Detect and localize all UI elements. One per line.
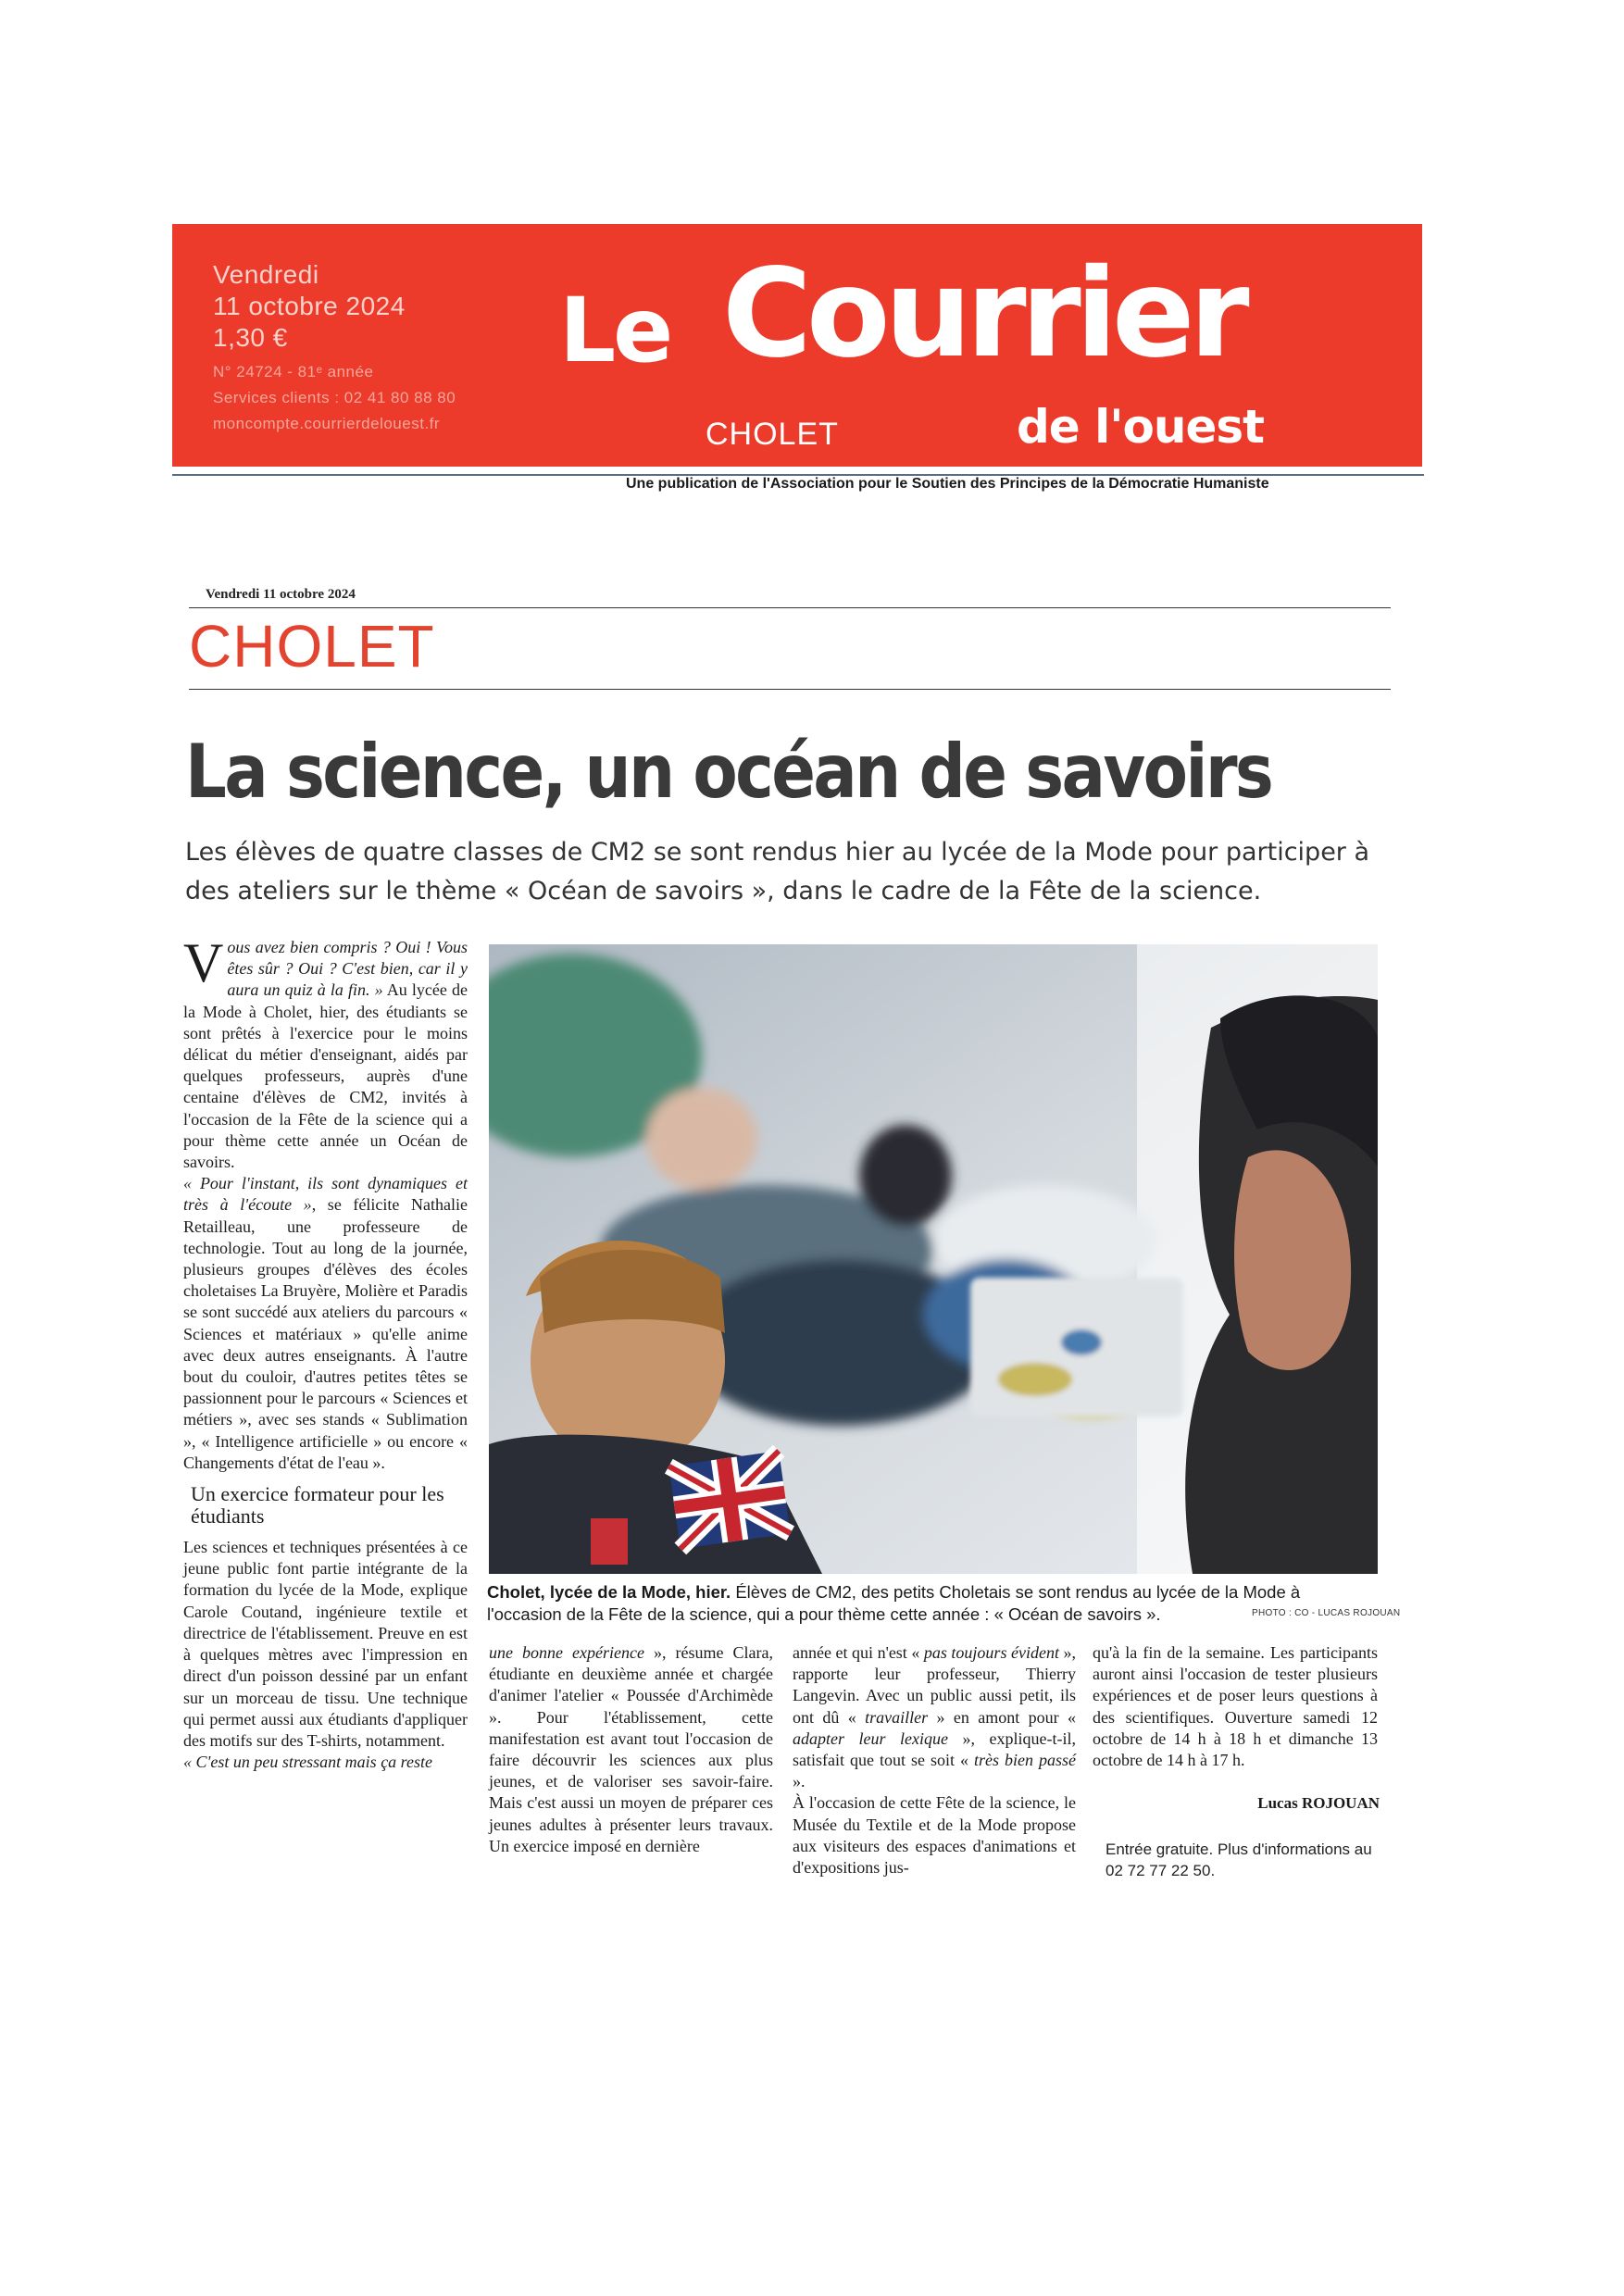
masthead-account: moncompte.courrierdelouest.fr bbox=[213, 415, 441, 432]
intro-paragraph bbox=[183, 932, 468, 1173]
photo-credit: PHOTO : CO - LUCAS ROJOUAN bbox=[1252, 1608, 1401, 1618]
article-column-1 bbox=[183, 932, 468, 1773]
masthead-day: Vendredi bbox=[213, 260, 319, 289]
langevin-quote-2: travailler bbox=[865, 1707, 929, 1727]
masthead-date: 11 octobre 2024 bbox=[213, 292, 406, 320]
langevin-quote-1: pas toujours évident bbox=[923, 1643, 1059, 1662]
text-run: » en amont pour « bbox=[928, 1707, 1076, 1727]
standfirst: Les élèves de quatre classes de CM2 se sont rendus hier au lycée de la Mode pour participer à des ateliers sur le thème « Océan de savoirs », dans le cadre de la Fête de la science. bbox=[185, 838, 1370, 905]
column-4-paragraph: qu'à la fin de la semaine. Les participants auront ainsi l'occasion de tester plusieurs expériences et de poser leurs questions à des scientifiques. Ouverture samedi 12 octobre de 14 h à 18 h et dimanche 13 octobre de 14 h à 17 h. bbox=[1093, 1643, 1378, 1770]
caption-text: Élèves de CM2, des petits Choletais se sont rendus au lycée de la Mode à l'occasion de la Fête de la science, qui a pour thème cette année : « Océan de savoirs ». bbox=[487, 1582, 1301, 1624]
langevin-quote-3: adapter leur lexique bbox=[793, 1728, 948, 1748]
article-column-2 bbox=[489, 1642, 773, 1857]
page-date: Vendredi 11 octobre 2024 bbox=[206, 587, 356, 602]
paragraph-2 bbox=[183, 1173, 468, 1474]
subheading: Un exercice formateur pour les étudiants bbox=[191, 1482, 444, 1529]
masthead bbox=[172, 224, 1422, 467]
column-3-paragraph-1 bbox=[793, 1642, 1076, 1792]
masthead-issue: N° 24724 - 81ᵉ année bbox=[213, 363, 374, 381]
text-run: », rapporte leur professeur, Thierry Langevin. Avec un public aussi petit, ils ont dû « bbox=[793, 1643, 1076, 1727]
author-signature: Lucas ROJOUAN bbox=[1257, 1794, 1380, 1812]
caption-lead: Cholet, lycée de la Mode, hier. bbox=[487, 1582, 731, 1602]
intro-quote: ous avez bien compris ? Oui ! Vous êtes sûr ? Oui ? C'est bien, car il y aura un quiz à la fin. » bbox=[227, 938, 468, 1000]
paragraph-2-text: , se félicite Nathalie Retailleau, une professeure de technologie. Tout au long de la journée, plusieurs groupes d'élèves des écoles choletaises La Bruyère, Molière et Paradis se sont succédé aux ateliers du parcours « Sciences et matériaux » qu'elle anime avec deux autres enseignants. À l'autre bout du couloir, d'autres petites têtes se passionnent pour le parcours « Sciences et métiers », avec ses stands « Sublimation », « Intelligence artificielle » ou encore « Changements d'état de l'eau ». bbox=[183, 1195, 468, 1472]
retailleau-quote: « Pour l'instant, ils sont dynamiques et très à l'écoute » bbox=[183, 1174, 468, 1215]
logo-city: CHOLET bbox=[706, 417, 839, 452]
text-run: année et qui n'est « bbox=[793, 1643, 924, 1662]
column-2-paragraph bbox=[489, 1642, 773, 1857]
photo-caption bbox=[487, 1581, 1320, 1626]
langevin-quote-4: très bien passé bbox=[974, 1751, 1076, 1770]
logo-le: Le bbox=[559, 279, 671, 382]
column-3-paragraph-2: À l'occasion de cette Fête de la science, le Musée du Textile et de la Mode propose aux visiteurs des espaces d'animations et d'expositions jus- bbox=[793, 1793, 1076, 1878]
article-column-3 bbox=[793, 1642, 1076, 1878]
publication-line: Une publication de l'Association pour le Soutien des Principes de la Démocratie Humaniste bbox=[626, 476, 1269, 492]
paragraph-4 bbox=[183, 1752, 468, 1773]
photo-illustration bbox=[489, 944, 1378, 1574]
practical-info: Entrée gratuite. Plus d'informations au 02 72 77 22 50. bbox=[1106, 1841, 1372, 1879]
clara-quote-end: une bonne expérience bbox=[489, 1643, 644, 1662]
drop-cap: V bbox=[183, 932, 224, 993]
clara-quote-start: « C'est un peu stressant mais ça reste bbox=[183, 1753, 432, 1772]
logo-courrier: Courrier bbox=[722, 243, 1244, 385]
intro-text: Au lycée de la Mode à Cholet, hier, des étudiants se sont prêtés à l'exercice pour le moins délicat du métier d'enseignant, aidés par quelques professeurs, auprès d'une centaine d'élèves de CM2, invités à l'occasion de la Fête de la science qui a pour thème cette année un Océan de savoirs. bbox=[183, 980, 468, 1172]
column-2-text: », résume Clara, étudiante en deuxième année et chargée d'animer l'atelier « Poussée d'Archimède ». Pour l'établissement, cette manifestation est avant tout l'occasion de faire découvrir les sciences aux plus jeunes, et de valoriser ses savoir-faire. Mais c'est aussi un moyen de préparer ces jeunes adultes à présenter leurs travaux. Un exercice imposé en dernière bbox=[489, 1643, 773, 1855]
text-run: », explique-t-il, satisfait que tout se soit « bbox=[793, 1728, 1076, 1770]
headline: La science, un océan de savoirs bbox=[185, 729, 1272, 815]
section-rule-top bbox=[189, 607, 1391, 608]
masthead-services: Services clients : 02 41 80 88 80 bbox=[213, 389, 456, 406]
text-run: ». bbox=[793, 1772, 806, 1791]
masthead-price: 1,30 € bbox=[213, 323, 288, 352]
section-title: CHOLET bbox=[189, 613, 435, 680]
section-rule-bottom bbox=[189, 689, 1391, 690]
article-photo bbox=[489, 944, 1378, 1574]
logo-ouest: de l'ouest bbox=[1017, 400, 1265, 454]
article-column-4 bbox=[1093, 1642, 1378, 1771]
paragraph-3: Les sciences et techniques présentées à ce jeune public font partie intégrante de la formation du lycée de la Mode, explique Carole Coutand, ingénieure textile et directrice de l'établissement. Preuve en est à quelques mètres avec l'impression en direct d'un poisson dessiné par un enfant sur un morceau de tissu. Une technique qui permet aussi aux étudiants d'appliquer des motifs sur des T-shirts, notamment. bbox=[183, 1538, 468, 1750]
masthead-info bbox=[213, 259, 456, 437]
